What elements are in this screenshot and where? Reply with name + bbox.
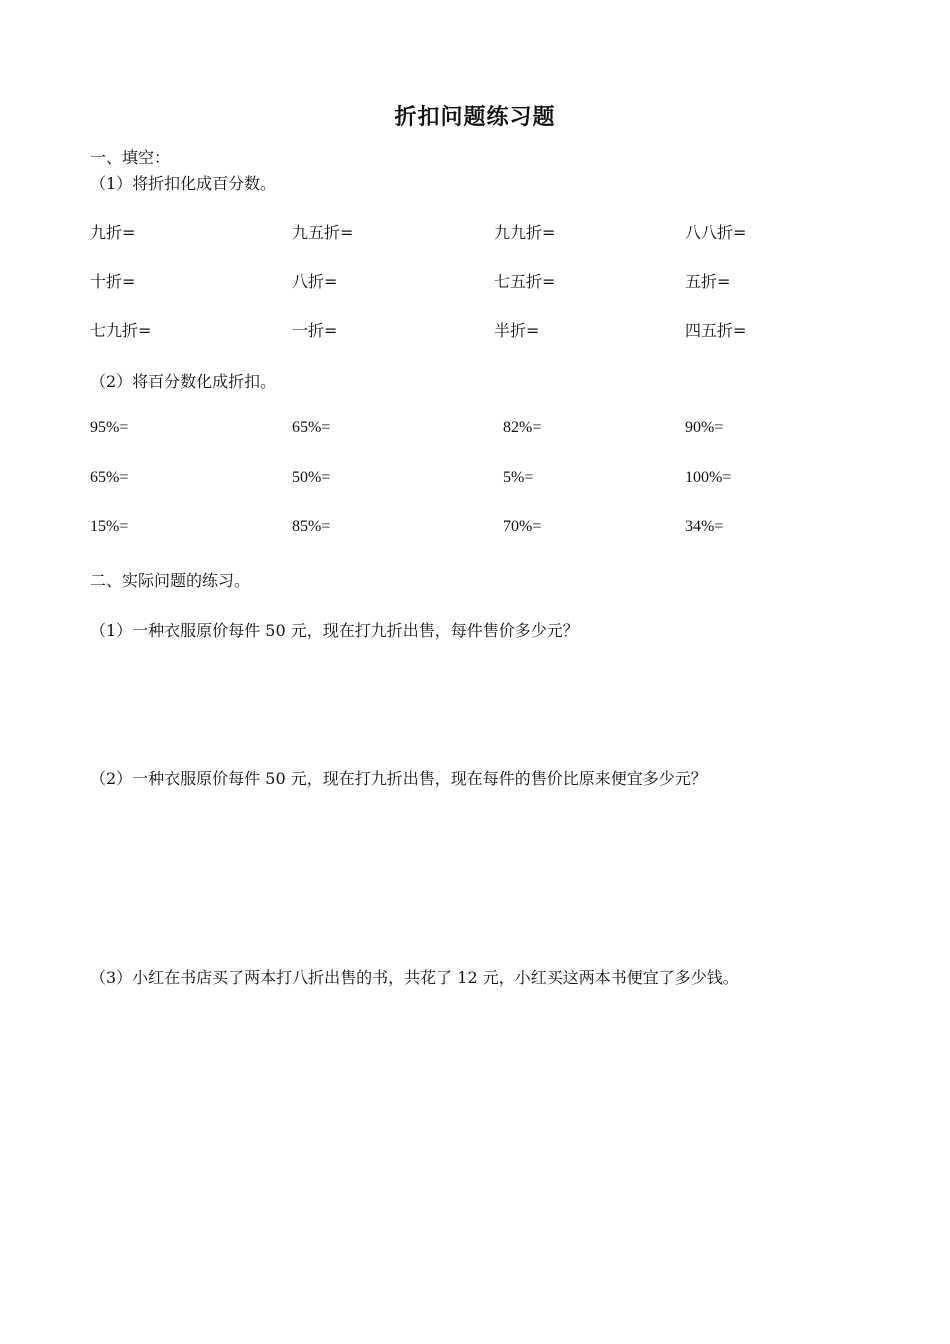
exercise-item: 70%=: [503, 518, 542, 535]
exercise-item: 四五折=: [685, 321, 747, 340]
section2-heading: 二、实际问题的练习。: [90, 571, 251, 590]
exercise-item: 九折=: [90, 223, 136, 242]
exercise-item: 95%=: [90, 419, 129, 436]
exercise-item: 100%=: [685, 469, 732, 486]
exercise-item: 九五折=: [292, 223, 354, 242]
exercise-item: 五折=: [685, 272, 731, 291]
exercise-item: 十折=: [90, 272, 136, 291]
word-problem: （2）一种衣服原价每件 50 元，现在打九折出售，现在每件的售价比原来便宜多少元？: [90, 769, 707, 788]
part1-instruction: （1）将折扣化成百分数。: [90, 174, 277, 193]
part2-instruction: （2）将百分数化成折扣。: [90, 372, 277, 391]
exercise-item: 七五折=: [494, 272, 556, 291]
exercise-item: 七九折=: [90, 321, 152, 340]
exercise-item: 八折=: [292, 272, 338, 291]
exercise-item: 15%=: [90, 518, 129, 535]
exercise-item: 90%=: [685, 419, 724, 436]
exercise-item: 八八折=: [685, 223, 747, 242]
exercise-item: 65%=: [90, 469, 129, 486]
word-problem: （3）小红在书店买了两本打八折出售的书，共花了 12 元，小红买这两本书便宜了多少钱。: [90, 968, 739, 987]
exercise-item: 50%=: [292, 469, 331, 486]
section1-heading: 一、填空：: [90, 148, 171, 167]
exercise-item: 82%=: [503, 419, 542, 436]
word-problem: （1）一种衣服原价每件 50 元，现在打九折出售，每件售价多少元？: [90, 621, 579, 640]
page-title: 折扣问题练习题: [394, 104, 556, 130]
exercise-item: 一折=: [292, 321, 338, 340]
exercise-item: 85%=: [292, 518, 331, 535]
exercise-item: 65%=: [292, 419, 331, 436]
exercise-item: 34%=: [685, 518, 724, 535]
exercise-item: 半折=: [494, 321, 540, 340]
exercise-item: 九九折=: [494, 223, 556, 242]
exercise-item: 5%=: [503, 469, 534, 486]
